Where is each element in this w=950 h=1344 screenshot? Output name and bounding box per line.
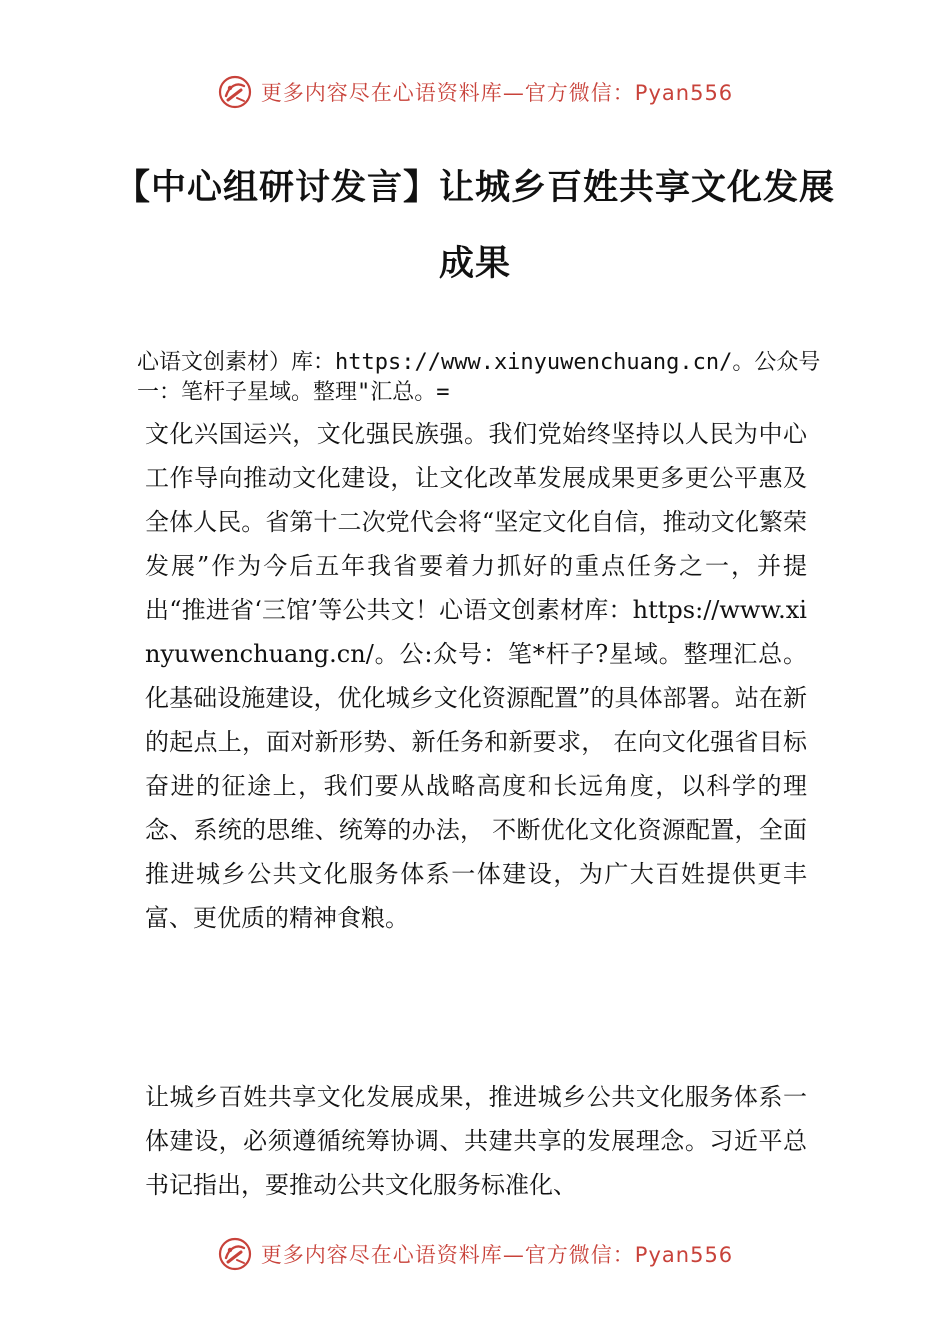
banner-wechat-text: 官方微信：Pyan556 xyxy=(524,1243,734,1267)
banner-text xyxy=(261,1239,733,1269)
brand-logo-icon xyxy=(217,1236,253,1272)
body-paragraph: 让城乡百姓共享文化发展成果，推进城乡公共文化服务体系一体建设，必须遵循统筹协调、共建共享的发展理念。习近平总书记指出，要推动公共文化服务标准化、 xyxy=(145,1083,807,1199)
banner-text xyxy=(261,77,733,107)
banner-separator: — xyxy=(502,81,525,105)
source-note: 心语文创素材）库：https://www.xinyuwenchuang.cn/。公众号一：笔杆子星域。整理"汇总。= xyxy=(137,350,821,405)
banner-separator: — xyxy=(502,1243,525,1267)
banner-brand-text: 更多内容尽在心语资料库 xyxy=(260,1243,503,1267)
body-paragraph: 文化兴国运兴，文化强民族强。我们党始终坚持以人民为中心工作导向推动文化建设，让文化改革发展成果更多更公平惠及全体人民。省第十二次党代会将“坚定文化自信，推动文化繁荣发展”作为今后五年我省要着力抓好的重点任务之一，并提出“推进省‘三馆’等公共文！心语文创素材库：https://www.xinyuwenchuang.cn/。公:众号：笔*杆子?星域。整理汇总。化基础设施建设，优化城乡文化资源配置”的具体部署。站在新的起点上，面对新形势、新任务和新要求， 在向文化强省目标奋进的征途上，我们要从战略高度和长远角度，以科学的理念、系统的思维、统筹的办法， 不断优化文化资源配置，全面推进城乡公共文化服务体系一体建设，为广大百姓提供更丰富、更优质的精神食粮。 xyxy=(145,420,807,932)
banner-wechat-text: 官方微信：Pyan556 xyxy=(524,81,734,105)
footer-banner xyxy=(0,1232,950,1276)
header-banner xyxy=(0,70,950,114)
document-title: 【中心组研讨发言】让城乡百姓共享文化发展成果 xyxy=(114,168,835,284)
brand-logo-icon xyxy=(217,74,253,110)
banner-brand-text: 更多内容尽在心语资料库 xyxy=(260,81,503,105)
